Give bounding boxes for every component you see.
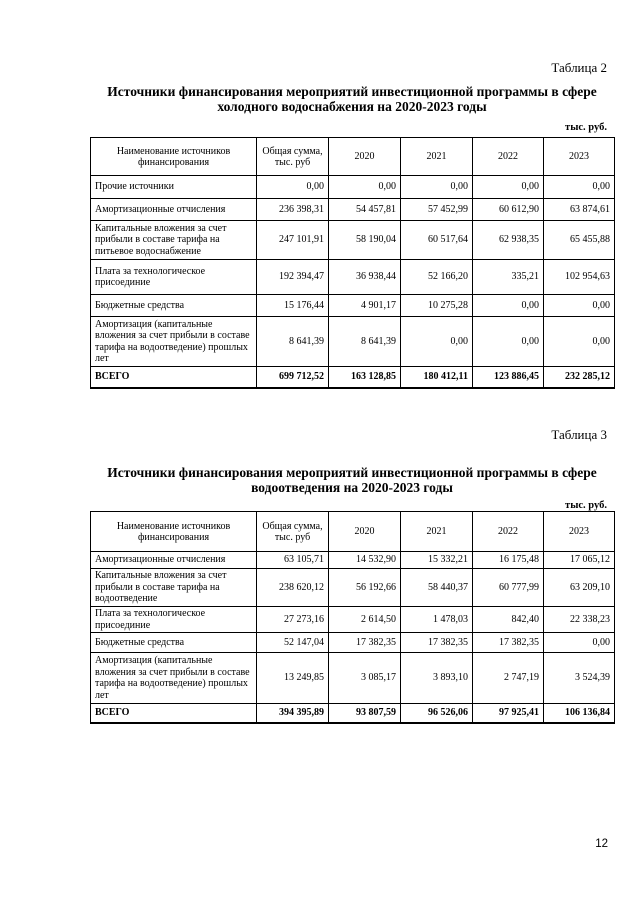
year-value-cell: 842,40 <box>473 607 544 633</box>
source-name-cell: Амортизация (капитальные вложения за счет прибыли в составе тарифа на водоотведение) прошлых лет <box>91 653 257 704</box>
year-value-cell: 3 524,39 <box>544 653 615 704</box>
year-value-cell: 102 954,63 <box>544 260 615 295</box>
header-source: Наименование источников финансирования <box>91 138 257 176</box>
table2-unit: тыс. руб. <box>565 122 607 133</box>
table-row <box>91 607 615 633</box>
total-sum-cell: 238 620,12 <box>257 569 329 607</box>
year-value-cell: 335,21 <box>473 260 544 295</box>
year-value-cell: 15 332,21 <box>401 552 473 569</box>
table-row <box>91 221 615 260</box>
header-2021: 2021 <box>401 138 473 176</box>
year-value-cell: 60 612,90 <box>473 199 544 221</box>
year-value-cell: 93 807,59 <box>329 704 401 723</box>
year-value-cell: 0,00 <box>544 176 615 199</box>
year-value-cell: 0,00 <box>473 176 544 199</box>
table-row <box>91 295 615 317</box>
year-value-cell: 96 526,06 <box>401 704 473 723</box>
total-sum-cell: 247 101,91 <box>257 221 329 260</box>
year-value-cell: 17 382,35 <box>401 633 473 653</box>
total-row <box>91 367 615 388</box>
year-value-cell: 2 747,19 <box>473 653 544 704</box>
header-2023: 2023 <box>544 512 615 552</box>
table3-title-line2: водоотведения на 2020-2023 годы <box>251 480 453 495</box>
year-value-cell: 3 085,17 <box>329 653 401 704</box>
year-value-cell: 36 938,44 <box>329 260 401 295</box>
year-value-cell: 17 382,35 <box>473 633 544 653</box>
total-sum-cell: 27 273,16 <box>257 607 329 633</box>
header-2022: 2022 <box>473 512 544 552</box>
year-value-cell: 52 166,20 <box>401 260 473 295</box>
header-2020: 2020 <box>329 512 401 552</box>
year-value-cell: 56 192,66 <box>329 569 401 607</box>
source-name-cell: Плата за технологическое присоединие <box>91 607 257 633</box>
year-value-cell: 63 209,10 <box>544 569 615 607</box>
year-value-cell: 4 901,17 <box>329 295 401 317</box>
header-2023: 2023 <box>544 138 615 176</box>
table3 <box>90 511 615 724</box>
total-sum-cell: 699 712,52 <box>257 367 329 388</box>
header-2022: 2022 <box>473 138 544 176</box>
total-sum-cell: 236 398,31 <box>257 199 329 221</box>
table-row <box>91 260 615 295</box>
table2 <box>90 137 615 389</box>
table-row <box>91 633 615 653</box>
year-value-cell: 58 440,37 <box>401 569 473 607</box>
total-label: ВСЕГО <box>91 704 257 723</box>
total-sum-cell: 13 249,85 <box>257 653 329 704</box>
year-value-cell: 106 136,84 <box>544 704 615 723</box>
table3-caption: Таблица 3 <box>551 427 607 442</box>
total-sum-cell: 192 394,47 <box>257 260 329 295</box>
year-value-cell: 0,00 <box>544 317 615 367</box>
table3-title-line1: Источники финансирования мероприятий инвестиционной программы в сфере <box>107 465 597 480</box>
table2-title-line2: холодного водоснабжения на 2020-2023 годы <box>217 99 487 114</box>
year-value-cell: 17 065,12 <box>544 552 615 569</box>
year-value-cell: 0,00 <box>473 317 544 367</box>
year-value-cell: 0,00 <box>544 633 615 653</box>
table2-title-line1: Источники финансирования мероприятий инвестиционной программы в сфере <box>107 84 597 99</box>
year-value-cell: 14 532,90 <box>329 552 401 569</box>
year-value-cell: 123 886,45 <box>473 367 544 388</box>
table2-caption: Таблица 2 <box>551 60 607 75</box>
header-2020: 2020 <box>329 138 401 176</box>
year-value-cell: 58 190,04 <box>329 221 401 260</box>
header-source: Наименование источников финансирования <box>91 512 257 552</box>
year-value-cell: 3 893,10 <box>401 653 473 704</box>
year-value-cell: 17 382,35 <box>329 633 401 653</box>
source-name-cell: Капитальные вложения за счет прибыли в составе тарифа на водоотведение <box>91 569 257 607</box>
year-value-cell: 8 641,39 <box>329 317 401 367</box>
table-row <box>91 569 615 607</box>
year-value-cell: 57 452,99 <box>401 199 473 221</box>
table-row <box>91 317 615 367</box>
table-row <box>91 176 615 199</box>
total-label: ВСЕГО <box>91 367 257 388</box>
table2-title <box>90 84 614 114</box>
total-sum-cell: 0,00 <box>257 176 329 199</box>
source-name-cell: Бюджетные средства <box>91 295 257 317</box>
source-name-cell: Амортизация (капитальные вложения за счет прибыли в составе тарифа на водоотведение) прошлых лет <box>91 317 257 367</box>
table3-header-row <box>91 512 615 552</box>
year-value-cell: 60 777,99 <box>473 569 544 607</box>
source-name-cell: Плата за технологическое присоединие <box>91 260 257 295</box>
year-value-cell: 0,00 <box>473 295 544 317</box>
source-name-cell: Амортизационные отчисления <box>91 552 257 569</box>
total-sum-cell: 8 641,39 <box>257 317 329 367</box>
total-sum-cell: 63 105,71 <box>257 552 329 569</box>
year-value-cell: 1 478,03 <box>401 607 473 633</box>
source-name-cell: Прочие источники <box>91 176 257 199</box>
year-value-cell: 16 175,48 <box>473 552 544 569</box>
table3-unit: тыс. руб. <box>565 500 607 511</box>
year-value-cell: 62 938,35 <box>473 221 544 260</box>
year-value-cell: 163 128,85 <box>329 367 401 388</box>
year-value-cell: 10 275,28 <box>401 295 473 317</box>
year-value-cell: 0,00 <box>329 176 401 199</box>
header-2021: 2021 <box>401 512 473 552</box>
total-sum-cell: 52 147,04 <box>257 633 329 653</box>
table-row <box>91 653 615 704</box>
year-value-cell: 60 517,64 <box>401 221 473 260</box>
year-value-cell: 0,00 <box>401 176 473 199</box>
total-row <box>91 704 615 723</box>
year-value-cell: 63 874,61 <box>544 199 615 221</box>
year-value-cell: 65 455,88 <box>544 221 615 260</box>
year-value-cell: 54 457,81 <box>329 199 401 221</box>
total-sum-cell: 15 176,44 <box>257 295 329 317</box>
page-number: 12 <box>595 838 608 850</box>
year-value-cell: 97 925,41 <box>473 704 544 723</box>
year-value-cell: 232 285,12 <box>544 367 615 388</box>
year-value-cell: 0,00 <box>544 295 615 317</box>
source-name-cell: Капитальные вложения за счет прибыли в составе тарифа на питьевое водоснабжение <box>91 221 257 260</box>
source-name-cell: Бюджетные средства <box>91 633 257 653</box>
source-name-cell: Амортизационные отчисления <box>91 199 257 221</box>
header-total: Общая сумма, тыс. руб <box>257 512 329 552</box>
year-value-cell: 22 338,23 <box>544 607 615 633</box>
header-total: Общая сумма, тыс. руб <box>257 138 329 176</box>
year-value-cell: 180 412,11 <box>401 367 473 388</box>
year-value-cell: 2 614,50 <box>329 607 401 633</box>
table3-title <box>90 465 614 495</box>
table-row <box>91 199 615 221</box>
year-value-cell: 0,00 <box>401 317 473 367</box>
total-sum-cell: 394 395,89 <box>257 704 329 723</box>
table2-header-row <box>91 138 615 176</box>
table-row <box>91 552 615 569</box>
